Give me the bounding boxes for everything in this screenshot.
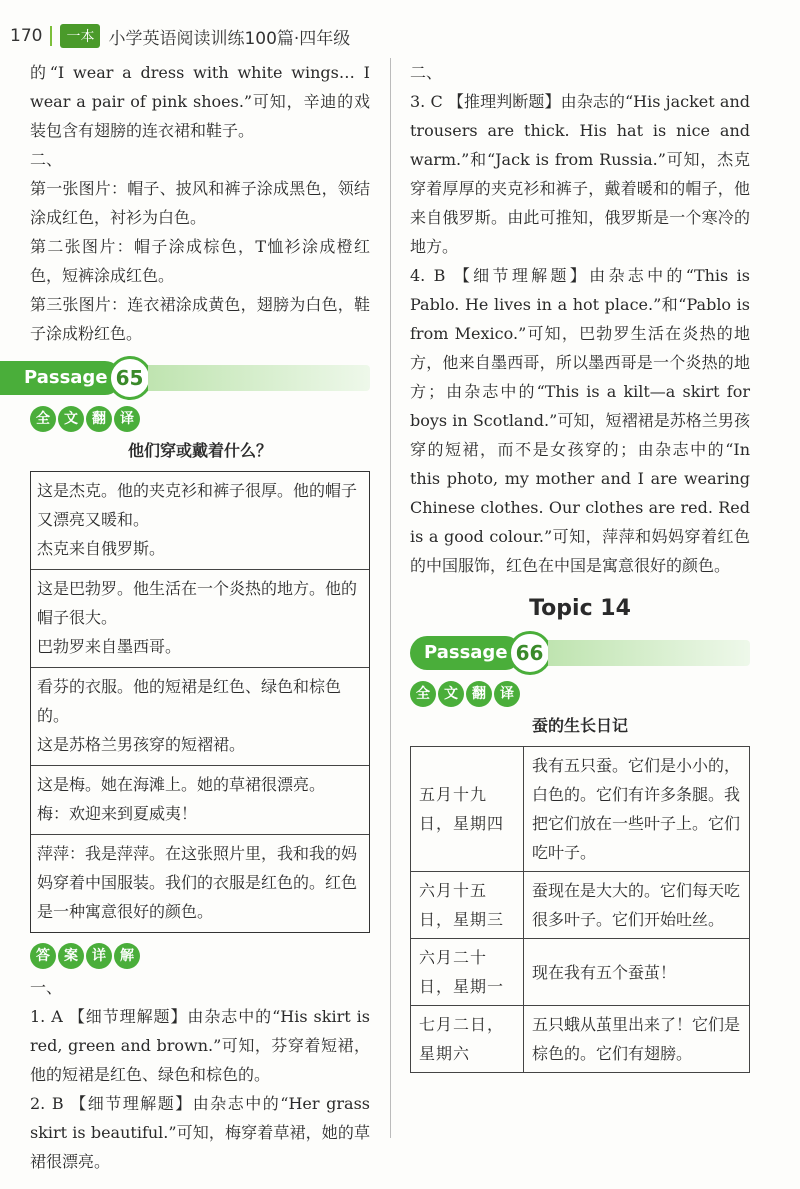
column-divider — [390, 58, 391, 1138]
diary-text: 蚕现在是大大的。它们每天吃很多叶子。它们开始吐丝。 — [524, 872, 750, 939]
badge-char: 全 — [410, 681, 436, 707]
passage-number: 65 — [108, 356, 152, 400]
book-title: 小学英语阅读训练100篇·四年级 — [108, 28, 351, 49]
badge-char: 全 — [30, 406, 56, 432]
answer-badges — [30, 943, 370, 969]
badge-char: 案 — [58, 943, 84, 969]
translation-cell: 这是杰克。他的夹克衫和裤子很厚。他的帽子又漂亮又暖和。 杰克来自俄罗斯。 — [31, 472, 369, 570]
badge-char: 翻 — [466, 681, 492, 707]
continued-paragraph: 的“I wear a dress with white wings… I wear a pair of pink shoes.”可知，辛迪的戏装包含有翅膀的连衣裙和鞋子。 — [30, 63, 370, 140]
answer-1: 1. A 【细节理解题】由杂志中的“His skirt is red, green and brown.”可知，芬穿着短裙，他的短裙是红色、绿色和棕色的。 — [30, 1007, 370, 1084]
badge-char: 文 — [438, 681, 464, 707]
passage-banner — [410, 635, 750, 671]
badge-char: 答 — [30, 943, 56, 969]
section-heading: 一、 — [30, 978, 63, 997]
translation-table — [30, 471, 370, 933]
badge-char: 文 — [58, 406, 84, 432]
diary-text: 我有五只蚕。它们是小小的，白色的。它们有许多条腿。我把它们放在一些叶子上。它们吃叶子。 — [524, 747, 750, 872]
banner-fade — [148, 365, 370, 391]
topic-heading: Topic 14 — [529, 596, 631, 621]
translation-badges — [410, 681, 750, 707]
passage-banner — [0, 360, 370, 396]
page-header — [10, 18, 350, 54]
right-column — [410, 58, 750, 1073]
badge-char: 翻 — [86, 406, 112, 432]
translation-cell: 看芬的衣服。他的短裙是红色、绿色和棕色的。 这是苏格兰男孩穿的短褶裙。 — [31, 668, 369, 766]
passage-label: Passage — [0, 361, 122, 395]
diary-text: 现在我有五个蚕茧！ — [524, 939, 750, 1006]
brand-logo: 一本 — [60, 24, 100, 48]
diary-date: 六月十五日，星期三 — [411, 872, 524, 939]
page-number: 170 — [10, 26, 43, 46]
section-heading: 二、 — [410, 63, 443, 82]
translation-cell: 这是梅。她在海滩上。她的草裙很漂亮。 梅：欢迎来到夏威夷！ — [31, 766, 369, 835]
translation-badges — [30, 406, 370, 432]
translation-title: 他们穿或戴着什么？ — [127, 441, 272, 460]
diary-text: 五只蛾从茧里出来了！它们是棕色的。它们有翅膀。 — [524, 1006, 750, 1073]
table-row — [411, 939, 750, 1006]
diary-title: 蚕的生长日记 — [531, 716, 628, 735]
passage-number: 66 — [508, 631, 552, 675]
badge-char: 译 — [494, 681, 520, 707]
table-row — [411, 747, 750, 872]
picture-answer-2: 第二张图片：帽子涂成棕色，T恤衫涂成橙红色，短裤涂成红色。 — [30, 237, 370, 285]
translation-cell: 这是巴勃罗。他生活在一个炎热的地方。他的帽子很大。 巴勃罗来自墨西哥。 — [31, 570, 369, 668]
header-divider — [50, 26, 52, 46]
table-row — [411, 872, 750, 939]
diary-table — [410, 746, 750, 1073]
table-row — [411, 1006, 750, 1073]
badge-char: 译 — [114, 406, 140, 432]
answer-2: 2. B 【细节理解题】由杂志中的“Her grass skirt is beautiful.”可知，梅穿着草裙，她的草裙很漂亮。 — [30, 1094, 370, 1171]
section-heading: 二、 — [30, 150, 63, 169]
picture-answer-3: 第三张图片：连衣裙涂成黄色，翅膀为白色，鞋子涂成粉红色。 — [30, 295, 370, 343]
translation-cell: 萍萍：我是萍萍。在这张照片里，我和我的妈妈穿着中国服装。我们的衣服是红色的。红色是一种寓意很好的颜色。 — [37, 844, 358, 921]
badge-char: 解 — [114, 943, 140, 969]
passage-label: Passage — [410, 636, 522, 670]
diary-date: 六月二十日，星期一 — [411, 939, 524, 1006]
picture-answer-1: 第一张图片：帽子、披风和裤子涂成黑色，领结涂成红色，衬衫为白色。 — [30, 179, 370, 227]
diary-date: 五月十九日，星期四 — [411, 747, 524, 872]
answer-3: 3. C 【推理判断题】由杂志的“His jacket and trousers are thick. His hat is nice and warm.”和“Jack is from Russia.”可知，杰克穿着厚厚的夹克衫和裤子，戴着暖和的帽子，他来自俄罗斯。由此可推知，俄罗斯是一个寒冷的地方。 — [410, 92, 750, 256]
diary-date: 七月二日，星期六 — [411, 1006, 524, 1073]
answer-4: 4. B 【细节理解题】由杂志中的“This is Pablo. He lives in a hot place.”和“Pablo is from Mexico.”可知，巴勃罗生活在炎热的地方，他来自墨西哥，所以墨西哥是一个炎热的地方；由杂志中的“This is a kilt—a skirt for boys in Scotland.”可知，短褶裙是苏格兰男孩穿的短裙，而不是女孩穿的；由杂志中的“In this photo, my mother and I are wearing Chinese clothes. Our clothes are red. Red is a good colour.”可知，萍萍和妈妈穿着红色的中国服饰，红色在中国是寓意很好的颜色。 — [410, 266, 750, 575]
banner-fade — [548, 640, 750, 666]
left-column — [24, 58, 370, 1176]
badge-char: 详 — [86, 943, 112, 969]
